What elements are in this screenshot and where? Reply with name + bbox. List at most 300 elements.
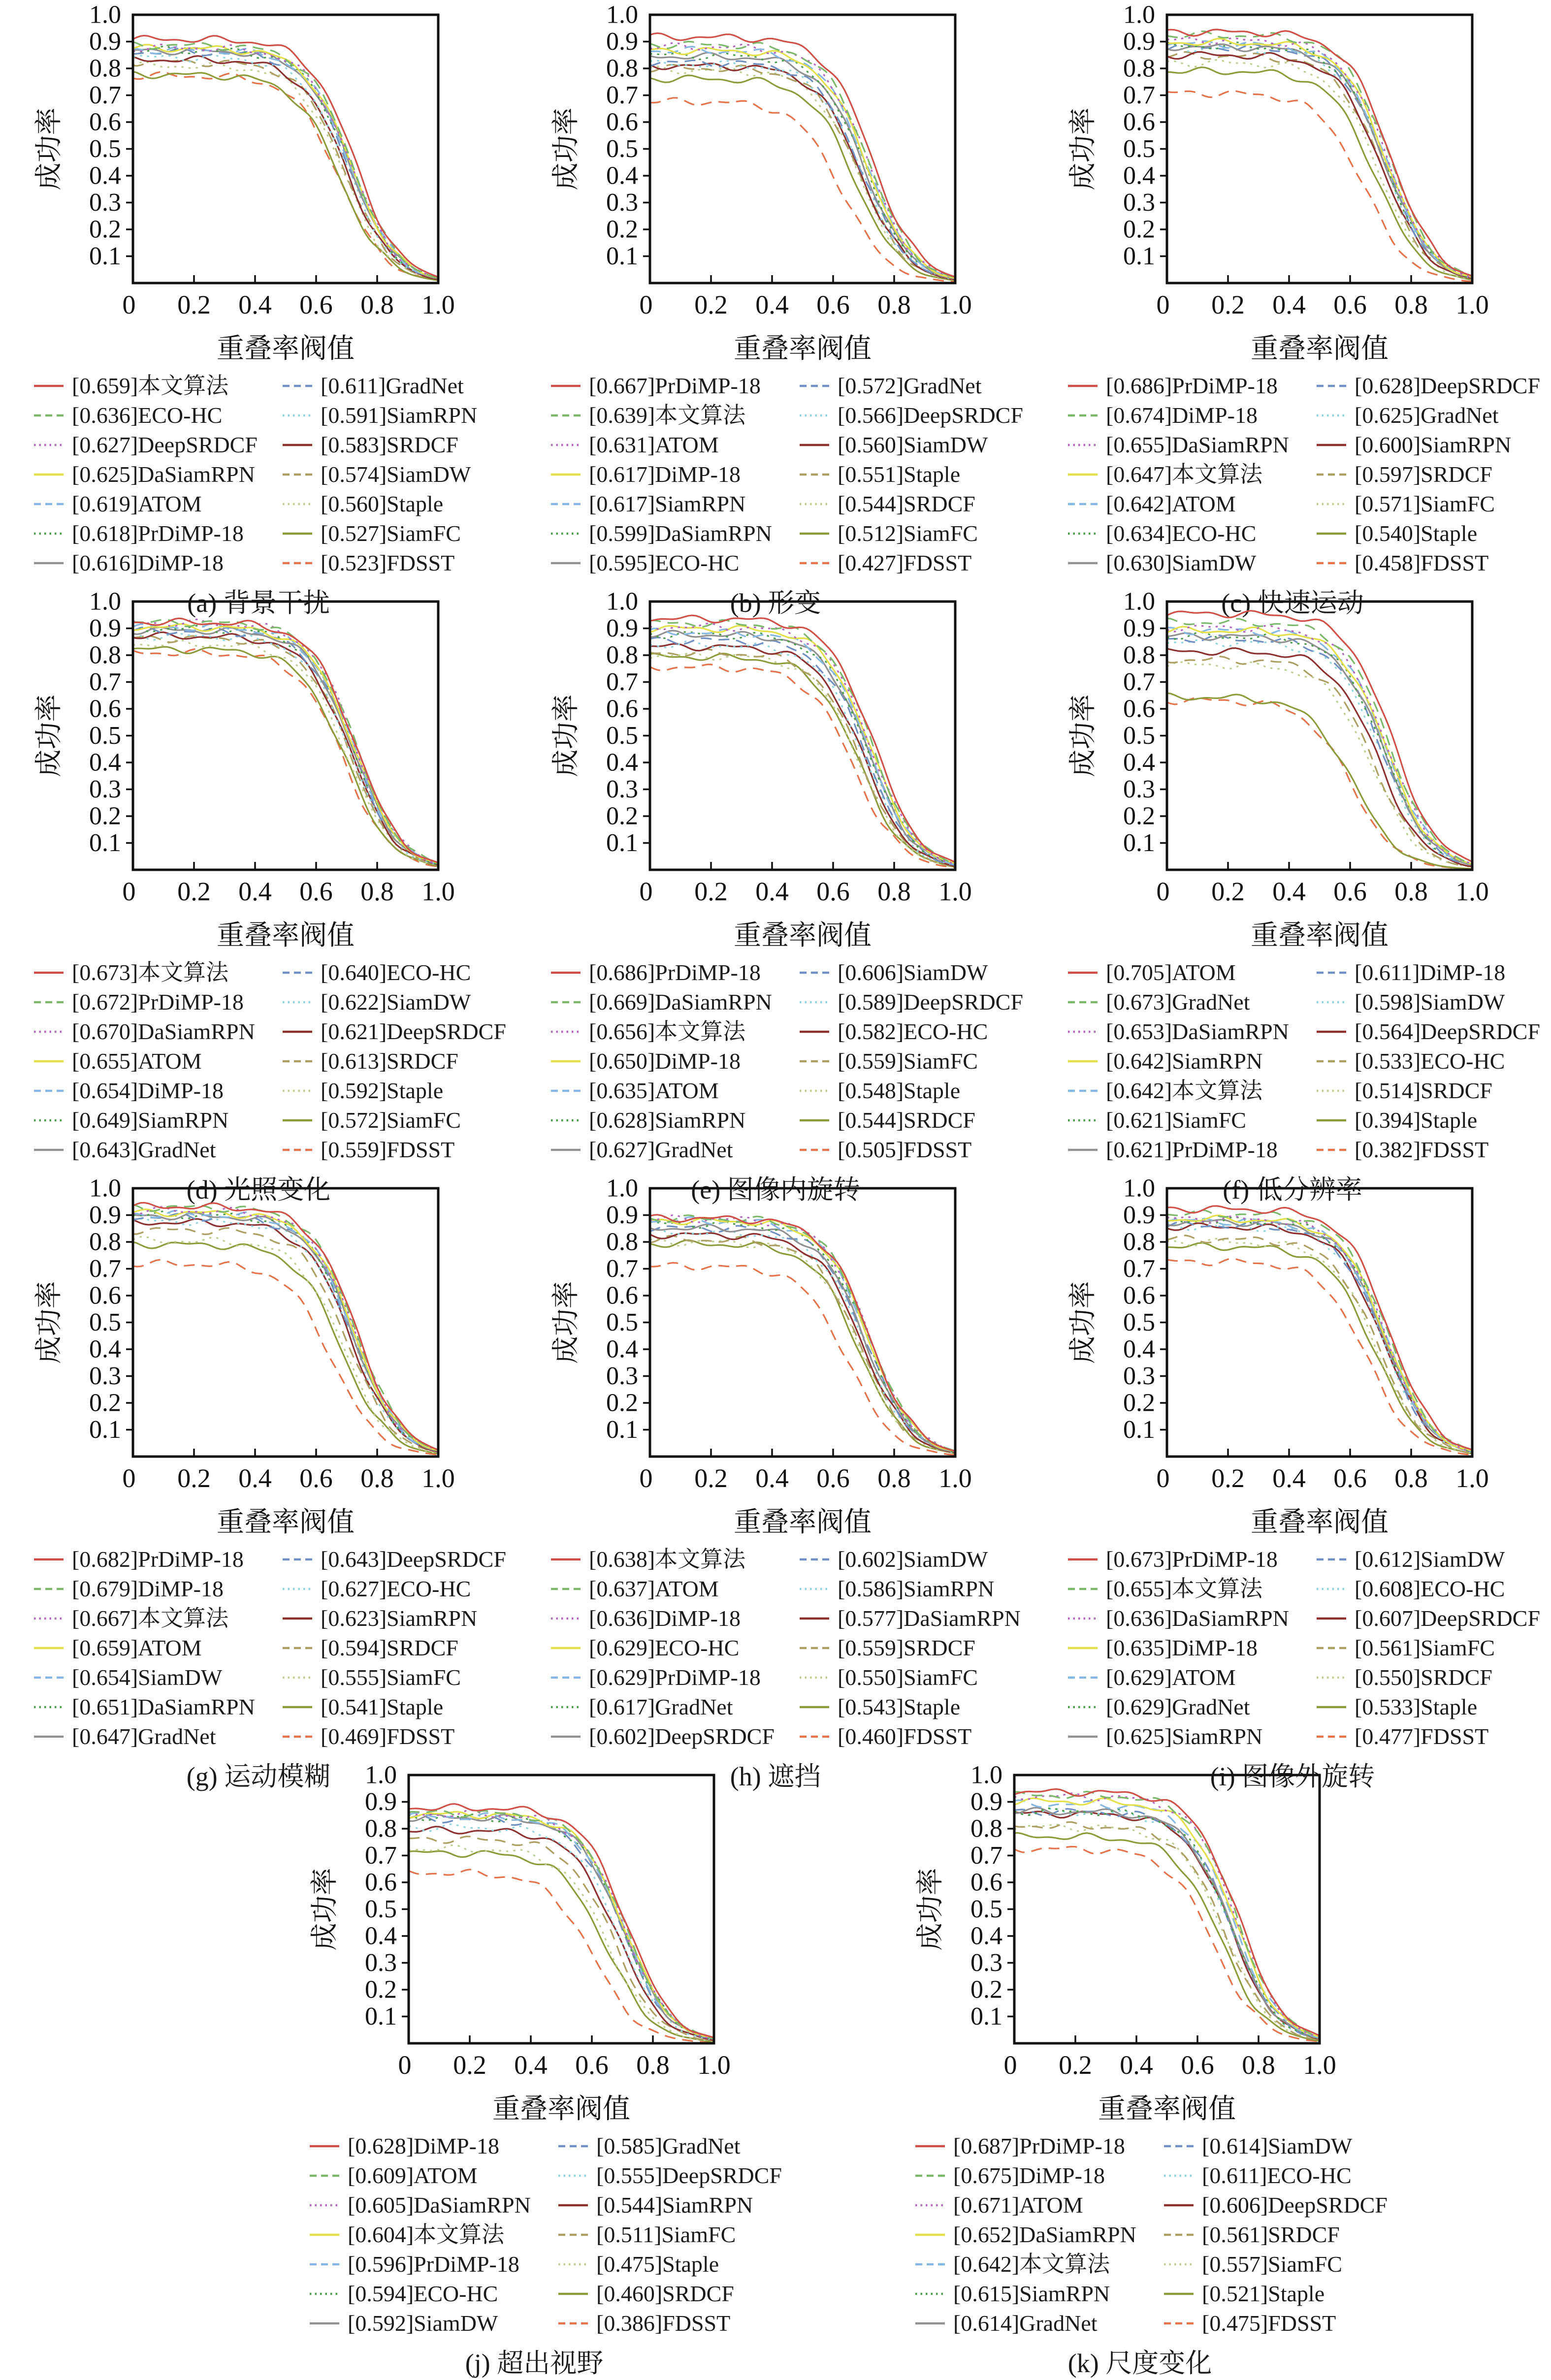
y-tick-label: 1.0 — [89, 587, 121, 616]
legend-entry — [282, 1722, 531, 1751]
legend-label: [0.606]DeepSRDCF — [1202, 2192, 1388, 2218]
y-tick-label: 0.4 — [89, 161, 121, 190]
legend-label: [0.606]SiamDW — [838, 960, 988, 985]
legend-swatch-line — [33, 1704, 64, 1710]
legend-swatch-line — [799, 999, 830, 1005]
legend-entry — [1316, 430, 1551, 460]
legend-swatch-line — [309, 2232, 340, 2238]
x-tick-label: 0.4 — [1272, 877, 1306, 906]
legend-swatch-line — [1067, 1029, 1098, 1035]
legend-swatch-line — [1316, 501, 1347, 507]
legend-label: [0.621]PrDiMP-18 — [1106, 1137, 1278, 1162]
legend-entry — [282, 1017, 531, 1047]
success-plot-i — [1034, 1174, 1551, 1543]
legend-label: [0.667]本文算法 — [72, 1606, 229, 1631]
legend-entry — [1163, 2190, 1412, 2220]
legend-entry — [1316, 519, 1551, 548]
legend-label: [0.598]SiamDW — [1355, 989, 1505, 1015]
legend-entry — [558, 2279, 807, 2309]
legend-label: [0.617]GradNet — [589, 1694, 733, 1719]
legend-label: [0.619]ATOM — [72, 491, 202, 516]
curve-DiMP-18 — [133, 1205, 438, 1450]
legend-label: [0.574]SiamDW — [321, 462, 471, 487]
legend-label: [0.557]SiamFC — [1202, 2252, 1342, 2277]
curve-FDSST — [409, 1870, 714, 2042]
legend-label: [0.566]DeepSRDCF — [838, 403, 1023, 428]
y-tick-label: 0.4 — [606, 161, 638, 190]
y-tick-label: 0.5 — [89, 1308, 121, 1336]
legend-swatch-line — [550, 1029, 581, 1035]
legend-swatch-line — [558, 2202, 588, 2208]
x-tick-label: 0.4 — [1272, 290, 1306, 319]
legend-swatch-line — [282, 999, 313, 1005]
legend-swatch-line — [282, 1586, 313, 1592]
legend-entry — [1163, 2220, 1412, 2250]
success-plot-h — [517, 1174, 1034, 1543]
legend-entry — [1316, 1106, 1551, 1135]
x-axis-label: 重叠率阀值 — [217, 334, 355, 364]
legend-entry — [558, 2131, 807, 2161]
legend-label: [0.682]PrDiMP-18 — [72, 1547, 244, 1572]
legend-swatch-line — [282, 501, 313, 507]
curve-DiMP-18 — [133, 624, 438, 864]
legend-entry — [1067, 1106, 1316, 1135]
y-tick-label: 0.8 — [89, 641, 121, 669]
x-tick-label: 0.4 — [238, 877, 272, 906]
curve-本文算法 — [1167, 38, 1472, 277]
legend-entry — [799, 1722, 1048, 1751]
subplot-caption: (d) 光照变化 — [186, 1175, 331, 1205]
legend-entry — [550, 987, 799, 1017]
legend-swatch-line — [799, 1734, 830, 1740]
x-tick-label: 0.2 — [694, 290, 728, 319]
legend-swatch-line — [550, 1734, 581, 1740]
legend-label: [0.612]SiamDW — [1355, 1547, 1505, 1572]
legend-swatch-line — [282, 1645, 313, 1651]
legend-swatch-line — [1067, 560, 1098, 566]
legend-label: [0.636]DiMP-18 — [589, 1606, 741, 1631]
legend-swatch-line — [282, 1029, 313, 1035]
legend-label: [0.458]FDSST — [1355, 550, 1489, 575]
legend-swatch-line — [799, 560, 830, 566]
y-tick-label: 0.5 — [365, 1895, 397, 1923]
legend-swatch-line — [33, 1586, 64, 1592]
y-tick-label: 0.3 — [89, 775, 121, 803]
curve-ATOM — [1167, 41, 1472, 278]
subplot-caption: (j) 超出视野 — [465, 2348, 604, 2378]
legend-label: [0.637]ATOM — [589, 1576, 719, 1601]
legend-swatch-line — [799, 501, 830, 507]
legend-entry — [799, 1135, 1048, 1165]
y-tick-label: 0.6 — [89, 108, 121, 136]
legend-entry — [282, 1135, 531, 1165]
legend-label: [0.673]GradNet — [1106, 989, 1250, 1015]
legend-label: [0.550]SRDCF — [1355, 1665, 1492, 1690]
y-tick-label: 0.8 — [1123, 54, 1155, 83]
y-tick-label: 0.7 — [89, 668, 121, 696]
y-tick-label: 1.0 — [1123, 587, 1155, 616]
legend-entry — [1163, 2131, 1412, 2161]
legend-swatch-line — [1067, 501, 1098, 507]
curve-ATOM — [409, 1810, 714, 2039]
legend-entry — [1067, 1722, 1316, 1751]
legend-entry — [550, 1722, 799, 1751]
legend-label: [0.673]本文算法 — [72, 960, 229, 985]
legend-label: [0.639]本文算法 — [589, 403, 746, 428]
y-tick-label: 0.8 — [606, 1228, 638, 1256]
x-tick-label: 0.4 — [238, 290, 272, 319]
legend-entry — [558, 2190, 807, 2220]
legend-swatch-line — [309, 2261, 340, 2267]
legend-swatch-line — [550, 1117, 581, 1123]
legend-label: [0.674]DiMP-18 — [1106, 403, 1258, 428]
legend-label: [0.670]DaSiamRPN — [72, 1019, 255, 1044]
x-tick-label: 0.6 — [575, 2050, 609, 2080]
y-tick-label: 0.6 — [1123, 695, 1155, 723]
legend-entry — [799, 430, 1048, 460]
legend-swatch-line — [1067, 1147, 1098, 1153]
legend-swatch-line — [1067, 1088, 1098, 1094]
legend-label: [0.594]ECO-HC — [348, 2281, 498, 2306]
legend-entry — [1316, 1017, 1551, 1047]
legend-swatch-line — [558, 2232, 588, 2238]
legend-swatch-line — [799, 1029, 830, 1035]
legend-label: [0.589]DeepSRDCF — [838, 989, 1023, 1015]
legend-label: [0.616]DiMP-18 — [72, 550, 224, 575]
x-tick-label: 0 — [398, 2050, 412, 2080]
y-tick-label: 0.6 — [89, 1281, 121, 1310]
legend-entry — [33, 1076, 282, 1106]
legend-entry — [1316, 1692, 1551, 1722]
x-tick-label: 0.2 — [177, 290, 211, 319]
legend-j — [309, 2131, 793, 2338]
subplot-e — [517, 587, 1034, 1205]
legend-swatch-line — [33, 383, 64, 389]
x-tick-label: 1.0 — [421, 877, 455, 906]
y-tick-label: 0.7 — [365, 1841, 397, 1870]
y-tick-label: 1.0 — [365, 1761, 397, 1789]
y-tick-label: 0.1 — [606, 242, 638, 270]
legend-entry — [550, 519, 799, 548]
x-tick-label: 1.0 — [421, 290, 455, 319]
y-tick-label: 0.1 — [1123, 829, 1155, 857]
y-tick-label: 0.3 — [970, 1949, 1002, 1977]
legend-entry — [550, 1692, 799, 1722]
legend-label: [0.555]DeepSRDCF — [596, 2163, 782, 2188]
y-tick-label: 0.4 — [365, 1922, 397, 1950]
legend-entry — [309, 2279, 558, 2309]
x-tick-label: 0.6 — [816, 877, 850, 906]
x-tick-label: 0.8 — [1394, 1463, 1428, 1493]
subplot-caption: (i) 图像外旋转 — [1210, 1762, 1375, 1791]
legend-entry — [915, 2250, 1163, 2279]
x-tick-label: 0.6 — [816, 1463, 850, 1493]
legend-entry — [915, 2161, 1163, 2190]
legend-label: [0.607]DeepSRDCF — [1355, 1606, 1540, 1631]
legend-entry — [558, 2161, 807, 2190]
legend-swatch-line — [33, 1117, 64, 1123]
curve-DiMP-18 — [650, 1215, 955, 1452]
curve-本文算法 — [133, 35, 438, 277]
legend-swatch-line — [1316, 1556, 1347, 1562]
y-tick-label: 0.2 — [970, 1975, 1002, 2004]
legend-swatch-line — [33, 1088, 64, 1094]
legend-label: [0.591]SiamRPN — [321, 403, 478, 428]
curve-PrDiMP-18 — [650, 615, 955, 862]
y-tick-label: 0.3 — [89, 189, 121, 217]
curve-PrDiMP-18 — [650, 33, 955, 277]
curve-GradNet — [1167, 1217, 1472, 1452]
legend-label: [0.642]本文算法 — [953, 2252, 1110, 2277]
legend-label: [0.521]Staple — [1202, 2281, 1325, 2306]
legend-swatch-line — [33, 1734, 64, 1740]
legend-label: [0.671]ATOM — [953, 2192, 1083, 2218]
legend-entry — [282, 1076, 531, 1106]
legend-entry — [550, 489, 799, 519]
legend-entry — [33, 460, 282, 489]
legend-label: [0.627]DeepSRDCF — [72, 432, 258, 457]
x-tick-label: 0.8 — [1394, 877, 1428, 906]
curve-ECO-HC — [1167, 1223, 1472, 1452]
legend-entry — [550, 958, 799, 987]
curve-SiamDW — [1167, 639, 1472, 865]
subplot-d — [0, 587, 517, 1205]
x-axis-label: 重叠率阀值 — [1251, 334, 1389, 364]
legend-label: [0.628]SiamRPN — [589, 1108, 746, 1133]
plot-row-3 — [0, 1174, 1551, 1791]
legend-label: [0.705]ATOM — [1106, 960, 1236, 985]
legend-entry — [282, 1545, 531, 1574]
legend-entry — [550, 1604, 799, 1633]
legend-swatch-line — [282, 1147, 313, 1153]
legend-swatch-line — [1067, 1117, 1098, 1123]
x-tick-label: 0 — [639, 877, 653, 906]
legend-label: [0.643]DeepSRDCF — [321, 1547, 506, 1572]
subplot-i — [1034, 1174, 1551, 1791]
curve-Staple — [1167, 693, 1472, 869]
x-axis-label: 重叠率阀值 — [734, 1507, 872, 1538]
curve-SiamDW — [1167, 1222, 1472, 1452]
legend-entry — [33, 1135, 282, 1165]
legend-swatch-line — [550, 560, 581, 566]
legend-label: [0.599]DaSiamRPN — [589, 521, 772, 546]
subplot-caption: (h) 遮挡 — [730, 1762, 821, 1791]
x-tick-label: 0.6 — [1181, 2050, 1214, 2080]
success-plot-b — [517, 0, 1034, 369]
legend-swatch-line — [1316, 560, 1347, 566]
legend-swatch-line — [1163, 2320, 1194, 2326]
curve-PrDiMP-18 — [1167, 30, 1472, 276]
y-tick-label: 0.5 — [1123, 722, 1155, 750]
y-tick-label: 0.8 — [365, 1814, 397, 1843]
legend-swatch-line — [33, 1675, 64, 1681]
x-tick-label: 0.8 — [1242, 2050, 1275, 2080]
legend-swatch-line — [1163, 2291, 1194, 2297]
legend-entry — [1316, 958, 1551, 987]
legend-label: [0.564]DeepSRDCF — [1355, 1019, 1540, 1044]
legend-entry — [550, 1076, 799, 1106]
legend-entry — [799, 1106, 1048, 1135]
legend-swatch-line — [1316, 1088, 1347, 1094]
legend-entry — [309, 2131, 558, 2161]
legend-entry — [558, 2220, 807, 2250]
legend-entry — [309, 2220, 558, 2250]
legend-swatch-line — [915, 2291, 945, 2297]
y-tick-label: 0.2 — [1123, 215, 1155, 244]
legend-label: [0.611]DiMP-18 — [1355, 960, 1506, 985]
legend-entry — [33, 371, 282, 401]
legend-entry — [1316, 401, 1551, 430]
legend-label: [0.659]本文算法 — [72, 373, 229, 398]
legend-label: [0.622]SiamDW — [321, 989, 471, 1015]
legend-swatch-line — [1067, 413, 1098, 418]
x-tick-label: 1.0 — [421, 1463, 455, 1493]
y-tick-label: 0.2 — [606, 1389, 638, 1417]
legend-label: [0.592]Staple — [321, 1078, 444, 1103]
legend-entry — [558, 2309, 807, 2338]
y-axis-label: 成功率 — [1068, 107, 1099, 190]
subplot-h — [517, 1174, 1034, 1791]
legend-entry — [1067, 401, 1316, 430]
legend-label: [0.582]ECO-HC — [838, 1019, 988, 1044]
legend-entry — [1067, 1604, 1316, 1633]
x-tick-label: 0.6 — [816, 290, 850, 319]
legend-entry — [1316, 371, 1551, 401]
legend-swatch-line — [1316, 1704, 1347, 1710]
x-tick-label: 0.6 — [299, 877, 333, 906]
legend-entry — [282, 519, 531, 548]
legend-entry — [1316, 1663, 1551, 1692]
legend-entry — [33, 1047, 282, 1076]
plot-row-2 — [0, 587, 1551, 1205]
legend-entry — [282, 1047, 531, 1076]
legend-label: [0.638]本文算法 — [589, 1547, 746, 1572]
success-plot-a — [0, 0, 517, 369]
y-tick-label: 0.9 — [89, 28, 121, 56]
legend-label: [0.609]ATOM — [348, 2163, 478, 2188]
legend-swatch-line — [799, 970, 830, 976]
legend-entry — [33, 1574, 282, 1604]
legend-entry — [282, 1106, 531, 1135]
legend-entry — [799, 519, 1048, 548]
y-tick-label: 0.4 — [1123, 748, 1155, 777]
legend-label: [0.679]DiMP-18 — [72, 1576, 224, 1601]
y-tick-label: 0.3 — [606, 1362, 638, 1390]
legend-entry — [1067, 1663, 1316, 1692]
curve-本文算法 — [650, 1215, 955, 1451]
y-tick-label: 0.7 — [1123, 1255, 1155, 1283]
x-tick-label: 0.4 — [238, 1463, 272, 1493]
legend-entry — [33, 489, 282, 519]
x-tick-label: 0 — [639, 1463, 653, 1493]
curve-DaSiamRPN — [1167, 38, 1472, 278]
legend-label: [0.655]本文算法 — [1106, 1576, 1263, 1601]
legend-label: [0.477]FDSST — [1355, 1724, 1489, 1749]
curve-DiMP-18 — [650, 48, 955, 278]
y-tick-label: 0.6 — [606, 695, 638, 723]
legend-swatch-line — [799, 1058, 830, 1064]
legend-swatch-line — [915, 2320, 945, 2326]
curve-ATOM — [650, 629, 955, 865]
legend-label: [0.611]GradNet — [321, 373, 464, 398]
legend-entry — [915, 2309, 1163, 2338]
legend-swatch-line — [282, 970, 313, 976]
y-tick-label: 0.8 — [1123, 641, 1155, 669]
x-tick-label: 0.6 — [1333, 290, 1367, 319]
legend-entry — [799, 1017, 1048, 1047]
legend-label: [0.560]SiamDW — [838, 432, 988, 457]
legend-entry — [799, 1545, 1048, 1574]
legend-entry — [1316, 1545, 1551, 1574]
legend-entry — [799, 958, 1048, 987]
subplot-caption: (f) 低分辨率 — [1223, 1175, 1362, 1205]
y-tick-label: 0.7 — [89, 81, 121, 109]
legend-label: [0.667]PrDiMP-18 — [589, 373, 761, 398]
curve-SiamRPN — [1167, 1220, 1472, 1451]
success-plot-d — [0, 587, 517, 956]
legend-swatch-line — [550, 531, 581, 537]
x-tick-label: 0 — [122, 1463, 136, 1493]
y-axis-label: 成功率 — [551, 1281, 582, 1364]
success-plot-f — [1034, 587, 1551, 956]
x-tick-label: 0.8 — [360, 1463, 394, 1493]
legend-entry — [915, 2220, 1163, 2250]
legend-swatch-line — [558, 2173, 588, 2179]
legend-entry — [1067, 519, 1316, 548]
curve-DiMP-18 — [409, 1804, 714, 2038]
legend-swatch-line — [282, 413, 313, 418]
legend-entry — [1163, 2161, 1412, 2190]
x-tick-label: 0.4 — [1272, 1463, 1306, 1493]
x-tick-label: 0.8 — [360, 877, 394, 906]
x-tick-label: 0.2 — [1211, 290, 1245, 319]
legend-label: [0.533]ECO-HC — [1355, 1048, 1505, 1074]
legend-entry — [1316, 1135, 1551, 1165]
legend-f — [1067, 958, 1551, 1165]
legend-label: [0.613]SRDCF — [321, 1048, 458, 1074]
legend-entry — [799, 1604, 1048, 1633]
y-tick-label: 0.6 — [970, 1868, 1002, 1897]
legend-swatch-line — [558, 2261, 588, 2267]
x-tick-label: 1.0 — [938, 1463, 972, 1493]
legend-swatch-line — [1067, 1704, 1098, 1710]
legend-swatch-line — [550, 970, 581, 976]
legend-entry — [799, 1574, 1048, 1604]
legend-swatch-line — [1316, 472, 1347, 477]
curve-FDSST — [133, 649, 438, 866]
legend-swatch-line — [282, 472, 313, 477]
y-tick-label: 0.8 — [89, 54, 121, 83]
legend-label: [0.561]SRDCF — [1202, 2222, 1340, 2247]
legend-swatch-line — [799, 1616, 830, 1621]
y-tick-label: 0.2 — [89, 802, 121, 830]
legend-label: [0.608]ECO-HC — [1355, 1576, 1505, 1601]
y-tick-label: 0.5 — [606, 1308, 638, 1336]
legend-label: [0.533]Staple — [1355, 1694, 1478, 1719]
x-tick-label: 0.8 — [1394, 290, 1428, 319]
legend-label: [0.655]DaSiamRPN — [1106, 432, 1289, 457]
y-tick-label: 0.9 — [606, 614, 638, 642]
legend-swatch-line — [33, 1029, 64, 1035]
legend-swatch-line — [282, 442, 313, 448]
y-tick-label: 0.7 — [606, 1255, 638, 1283]
legend-label: [0.586]SiamRPN — [838, 1576, 995, 1601]
x-tick-label: 1.0 — [697, 2050, 731, 2080]
subplot-j — [276, 1760, 793, 2378]
legend-label: [0.630]SiamDW — [1106, 550, 1257, 575]
legend-label: [0.559]FDSST — [321, 1137, 455, 1162]
legend-label: [0.611]ECO-HC — [1202, 2163, 1352, 2188]
